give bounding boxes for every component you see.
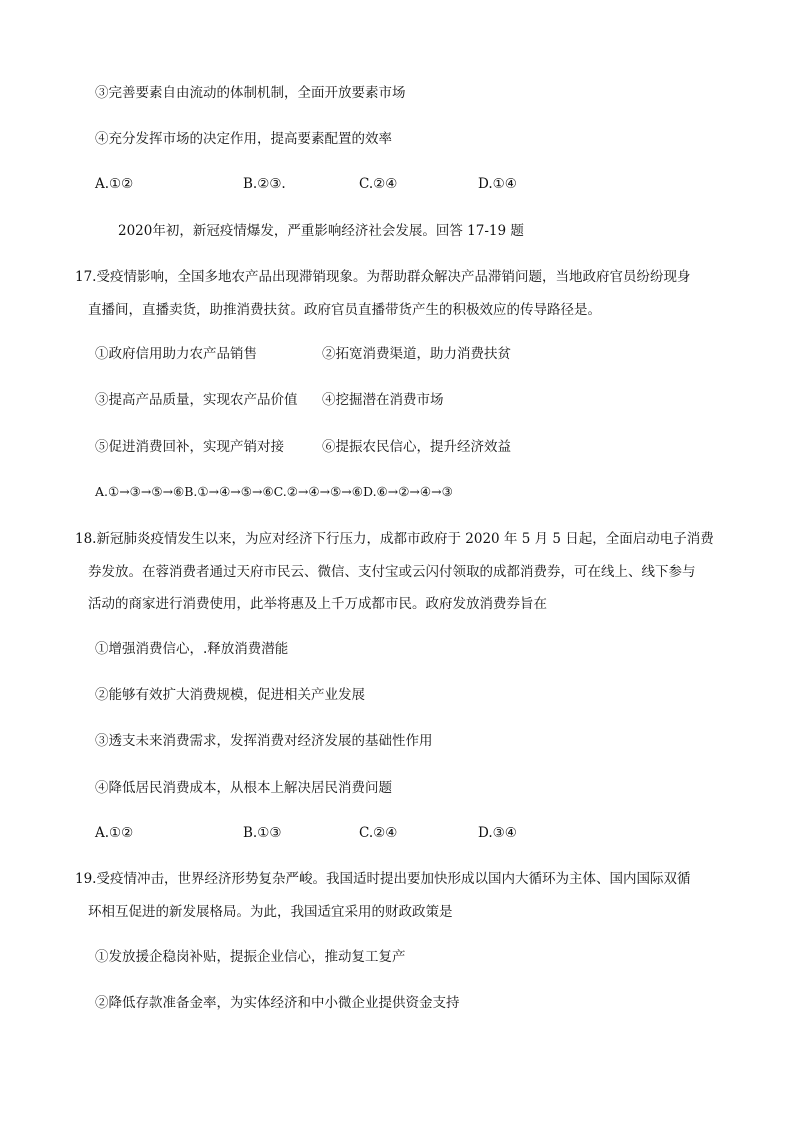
q17-stem-line2: 直播间，直播卖货，助推消费扶贫。政府官员直播带货产生的积极效应的传导路径是。 — [88, 302, 601, 318]
q17-item-6: ⑥提振农民信心，提升经济效益 — [322, 439, 511, 455]
q18-stem-line1: 18.新冠肺炎疫情发生以来，为应对经济下行压力，成都市政府于 2020 年 5 月 5 日起，全面启动电子消费 — [75, 531, 714, 547]
q17-item-1: ①政府信用助力农产品销售 — [95, 346, 257, 362]
option-d: D.①④ — [478, 176, 517, 192]
q17-item-4: ④挖掘潜在消费市场 — [322, 392, 444, 408]
q19-item-2: ②降低存款准备金率，为实体经济和中小微企业提供资金支持 — [95, 995, 460, 1011]
q18-item-1: ①增强消费信心，.释放消费潜能 — [95, 641, 289, 657]
q17-stem-line1: 17.受疫情影响，全国多地农产品出现滞销现象。为帮助群众解决产品滞销问题，当地政府官员纷纷现身 — [75, 269, 691, 285]
q19-stem-line2: 环相互促进的新发展格局。为此，我国适宜采用的财政政策是 — [88, 904, 453, 920]
q18-item-2: ②能够有效扩大消费规模，促进相关产业发展 — [95, 687, 365, 703]
option-a: A.①② — [95, 176, 134, 192]
q19-stem-line1: 19.受疫情冲击，世界经济形势复杂严峻。我国适时提出要加快形成以国内大循环为主体、国内国际双循 — [75, 871, 691, 887]
q18-stem-line2: 券发放。在蓉消费者通过天府市民云、微信、支付宝或云闪付领取的成都消费券，可在线上、线下参与 — [88, 564, 696, 580]
option-b: B.②③. — [243, 176, 286, 192]
q17-item-3: ③提高产品质量，实现农产品价值 — [95, 392, 298, 408]
option-c: C.②④ — [359, 176, 398, 192]
q18-option-c: C.②④ — [359, 825, 398, 841]
q18-stem-line3: 活动的商家进行消费使用，此举将惠及上千万成都市民。政府发放消费券旨在 — [88, 596, 547, 612]
q18-option-a: A.①② — [95, 825, 134, 841]
q18-option-d: D.③④ — [478, 825, 517, 841]
q18-item-4: ④降低居民消费成本，从根本上解决居民消费问题 — [95, 780, 392, 796]
q17-item-2: ②拓宽消费渠道，助力消费扶贫 — [322, 346, 511, 362]
q17-options: A.①→③→⑤→⑥B.①→④→⑤→⑥C.②→④→⑤→⑥D.⑥→②→④→③ — [95, 484, 453, 499]
statement-3: ③完善要素自由流动的体制机制，全面开放要素市场 — [95, 85, 406, 101]
q18-option-b: B.①③ — [243, 825, 282, 841]
statement-4: ④充分发挥市场的决定作用，提高要素配置的效率 — [95, 131, 392, 147]
q19-item-1: ①发放援企稳岗补贴，提振企业信心，推动复工复产 — [95, 949, 406, 965]
q17-item-5: ⑤促进消费回补，实现产销对接 — [95, 439, 284, 455]
section-intro: 2020年初，新冠疫情爆发，严重影响经济社会发展。回答 17-19 题 — [118, 223, 524, 239]
q18-item-3: ③透支未来消费需求，发挥消费对经济发展的基础性作用 — [95, 733, 433, 749]
